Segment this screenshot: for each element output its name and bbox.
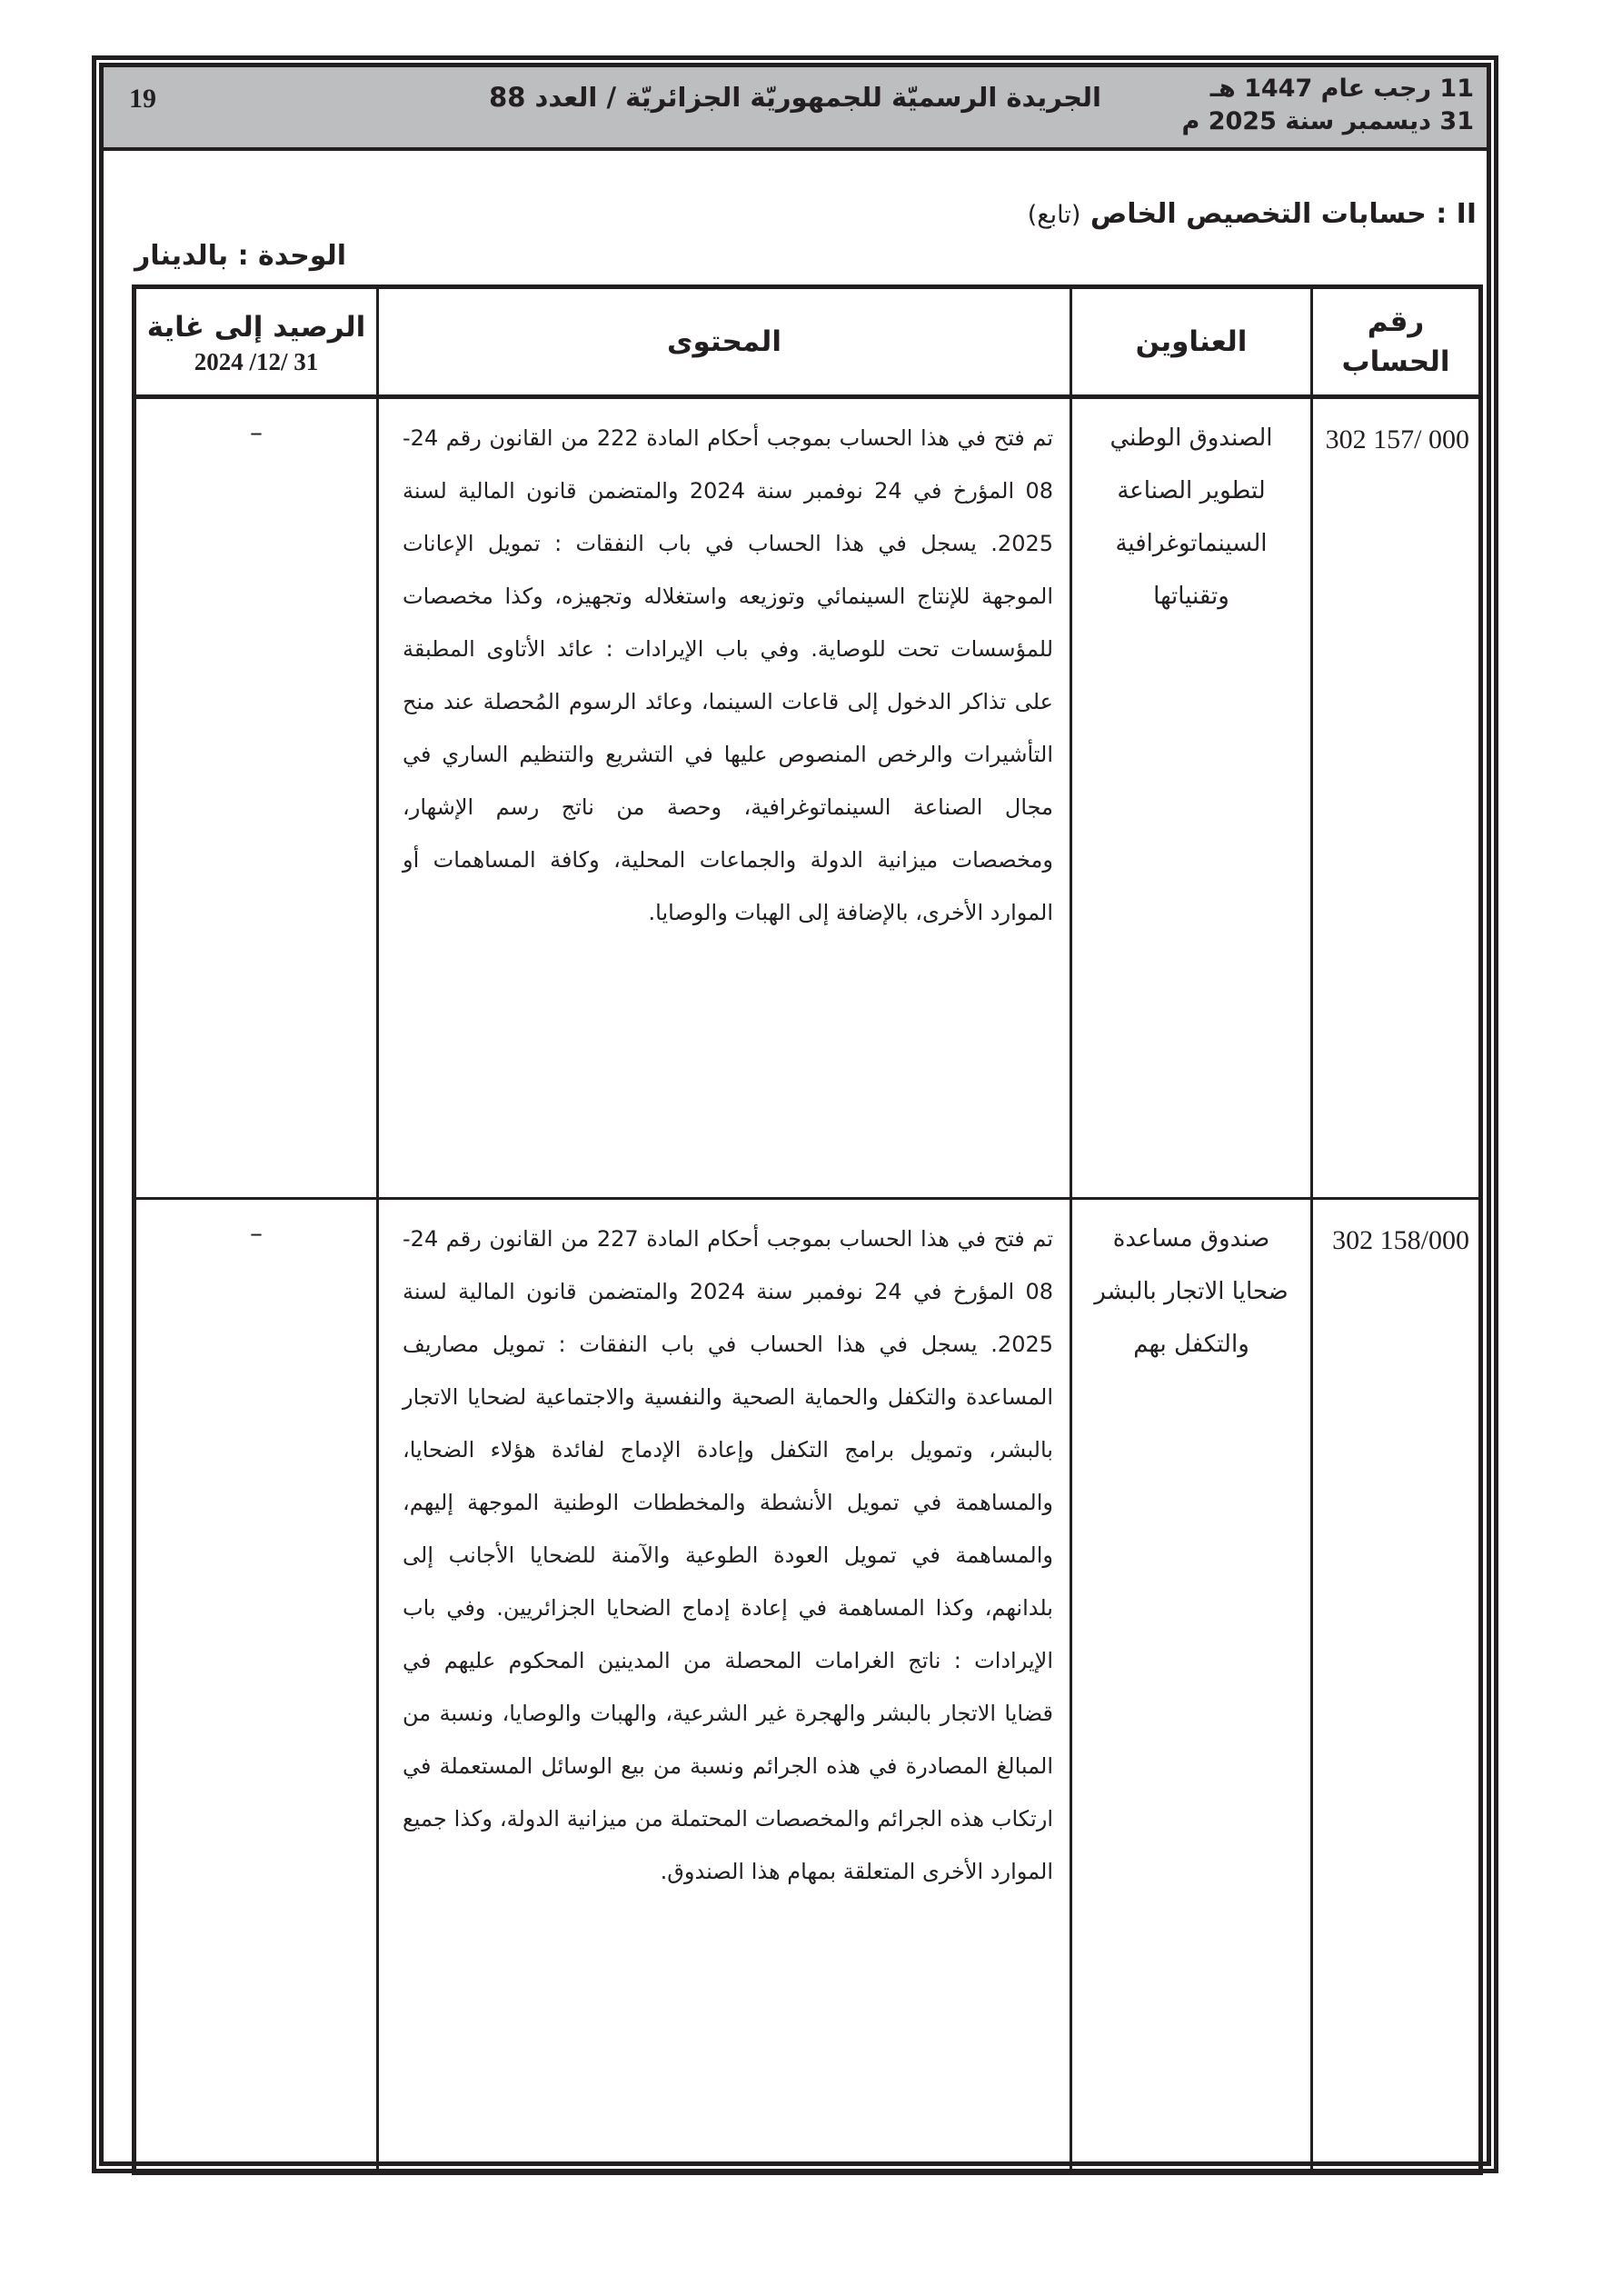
special-accounts-table bbox=[132, 285, 1483, 2175]
header-account-number: رقم الحساب bbox=[1312, 287, 1481, 397]
masthead bbox=[104, 67, 1487, 151]
header-balance-date: 2024 /12/ 31 bbox=[194, 348, 319, 375]
section-title-text: II : حسابات التخصيص الخاص bbox=[1090, 198, 1477, 230]
header-balance bbox=[134, 287, 378, 397]
account-number: 302 158/000 bbox=[1312, 1199, 1481, 2173]
header-balance-label: الرصيد إلى غاية bbox=[146, 311, 366, 344]
gregorian-date: 31 ديسمبر سنة 2025 م bbox=[1181, 107, 1474, 135]
gazette-title: الجريدة الرسميّة للجمهوريّة الجزائريّة / العدد 88 bbox=[489, 82, 1101, 113]
account-content: تم فتح في هذا الحساب بموجب أحكام المادة 227 من القانون رقم 24-08 المؤرخ في 24 نوفمبر سنة 2024 والمتضمن قانون المالية لسنة 2025. يسجل في هذا الحساب في باب النفقات : تمويل مصاريف المساعدة والتكفل والحماية الصحية والنفسية والاجتماعية لضحايا الاتجار بالبشر، وتمويل برامج التكفل وإعادة الإدماج لفائدة هؤلاء الضحايا، والمساهمة في تمويل الأنشطة والمخططات الوطنية الموجهة إليهم، والمساهمة في تمويل العودة الطوعية والآمنة للضحايا الأجانب إلى بلدانهم، وكذا المساهمة في إعادة إدماج الضحايا الجزائريين. وفي باب الإيرادات : ناتج الغرامات المحصلة من المدينين المحكوم عليهم في قضايا الاتجار بالبشر والهجرة غير الشرعية، والهبات والوصايا، ونسبة من المبالغ المصادرة في هذه الجرائم ونسبة من بيع الوسائل المستعملة في ارتكاب هذه الجرائم والمخصصات المحتملة من ميزانية الدولة، وكذا جميع الموارد الأخرى المتعلقة بمهام هذا الصندوق. bbox=[378, 1199, 1071, 2173]
account-number: 302 157/ 000 bbox=[1312, 397, 1481, 1199]
header-content: المحتوى bbox=[378, 287, 1071, 397]
table-row bbox=[134, 1199, 1481, 2173]
section-title bbox=[1028, 198, 1477, 230]
header-titles: العناوين bbox=[1071, 287, 1312, 397]
unit-label: الوحدة : بالدينار bbox=[134, 240, 347, 272]
table-row bbox=[134, 397, 1481, 1199]
hijri-date: 11 رجب عام 1447 هـ bbox=[1209, 75, 1474, 103]
section-continued: (تابع) bbox=[1027, 201, 1081, 229]
account-title: الصندوق الوطني لتطوير الصناعة السينماتوغرافية وتقنياتها bbox=[1071, 397, 1312, 1199]
table-header-row bbox=[134, 287, 1481, 397]
account-content: تم فتح في هذا الحساب بموجب أحكام المادة 222 من القانون رقم 24-08 المؤرخ في 24 نوفمبر سنة 2024 والمتضمن قانون المالية لسنة 2025. يسجل في هذا الحساب في باب النفقات : تمويل الإعانات الموجهة للإنتاج السينمائي وتوزيعه واستغلاله وتجهيزه، وكذا مخصصات للمؤسسات تحت للوصاية. وفي باب الإيرادات : عائد الأتاوى المطبقة على تذاكر الدخول إلى قاعات السينما، وعائد الرسوم المُحصلة عند منح التأشيرات والرخص المنصوص عليها في التشريع والتنظيم الساري في مجال الصناعة السينماتوغرافية، وحصة من ناتج رسم الإشهار، ومخصصات ميزانية الدولة والجماعات المحلية، وكافة المساهمات أو الموارد الأخرى، بالإضافة إلى الهبات والوصايا. bbox=[378, 397, 1071, 1199]
account-balance: – bbox=[134, 1199, 378, 2173]
page-number: 19 bbox=[129, 84, 156, 114]
account-title: صندوق مساعدة ضحايا الاتجار بالبشر والتكفل بهم bbox=[1071, 1199, 1312, 2173]
account-balance: – bbox=[134, 397, 378, 1199]
